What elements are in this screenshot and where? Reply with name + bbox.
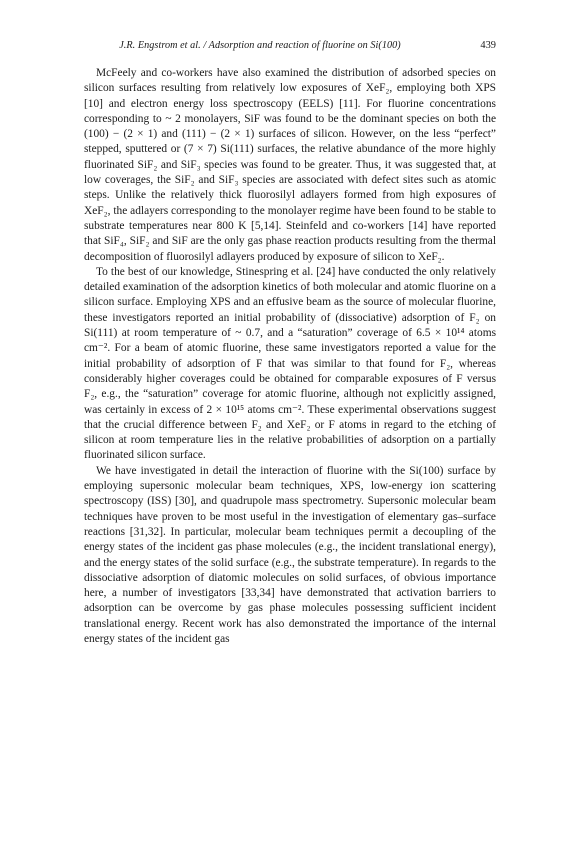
page-header bbox=[84, 40, 496, 56]
article-body bbox=[84, 66, 496, 647]
page-number: 439 bbox=[480, 40, 496, 51]
paragraph: To the best of our knowledge, Stinespring et al. [24] have conducted the only relatively detailed examination of the adsorption kinetics of both molecular and atomic fluorine on a silicon surface. Employing XPS and an effusive beam as the source of molecular fluorine, these investigators reported an initial probability of (dissociative) adsorption of F₂ on Si(111) at room temperature of ~ 0.7, and a “saturation” coverage of 6.5 × 10¹⁴ atoms cm⁻². For a beam of atomic fluorine, these same investigators reported a value for the initial probability of adsorption of F that was similar to that found for F₂, whereas considerably higher coverages could be obtained for comparable exposures of F versus F₂, e.g., the “saturation” coverage for atomic fluorine, although not explicitly assigned, was certainly in excess of 2 × 10¹⁵ atoms cm⁻². These experimental observations suggest that the crucial difference between F₂ and XeF₂ or F atoms in regard to the etching of silicon at room temperature lies in the relative probabilities of adsorption on a partially fluorinated silicon surface. bbox=[84, 265, 496, 462]
running-head: J.R. Engstrom et al. / Adsorption and reaction of fluorine on Si(100) bbox=[119, 40, 401, 51]
paragraph: McFeely and co-workers have also examined the distribution of adsorbed species on silicon surfaces resulting from relatively low exposures of XeF₂, employing both XPS [10] and electron energy loss spectroscopy (EELS) [11]. For fluorine concentrations corresponding to ~ 2 monolayers, SiF was found to be the dominant species on both the (100) − (2 × 1) and (111) − (2 × 1) surfaces of silicon. However, on the less “perfect” stepped, sputtered or (7 × 7) Si(111) surfaces, the relative abundance of the more highly fluorinated SiF₂ and SiF₃ species was found to be greater. Thus, it was suggested that, at low coverages, the SiF₂ and SiF₃ species are associated with defect sites such as atomic steps. Unlike the relatively thick fluorosilyl adlayers formed from high exposures of XeF₂, the adlayers corresponding to the monolayer regime have been found to be stable to substrate temperatures near 800 K [5,14]. Steinfeld and co-workers [14] have reported that SiF₄, SiF₂ and SiF are the only gas phase reaction products resulting from the thermal decomposition of fluorosilyl adlayers produced by exposure of silicon to XeF₂. bbox=[84, 67, 496, 263]
paragraph: We have investigated in detail the interaction of fluorine with the Si(100) surface by employing supersonic molecular beam techniques, XPS, low-energy ion scattering spectroscopy (ISS) [30], and quadrupole mass spectrometry. Supersonic molecular beam techniques have proven to be most useful in the investigation of elementary gas–surface reactions [31,32]. In particular, molecular beam techniques permit a decoupling of the energy states of the incident gas phase molecules (e.g., the incident translational energy), and the energy states of the solid surface (e.g., the substrate temperature). In regards to the dissociative adsorption of diatomic molecules on solid surfaces, of obvious importance here, a number of investigators [33,34] have demonstrated that activation barriers to adsorption can be overcome by gas phase molecules possessing sufficient incident translational energy. Recent work has also demonstrated the importance of the internal energy states of the incident gas bbox=[84, 464, 496, 645]
